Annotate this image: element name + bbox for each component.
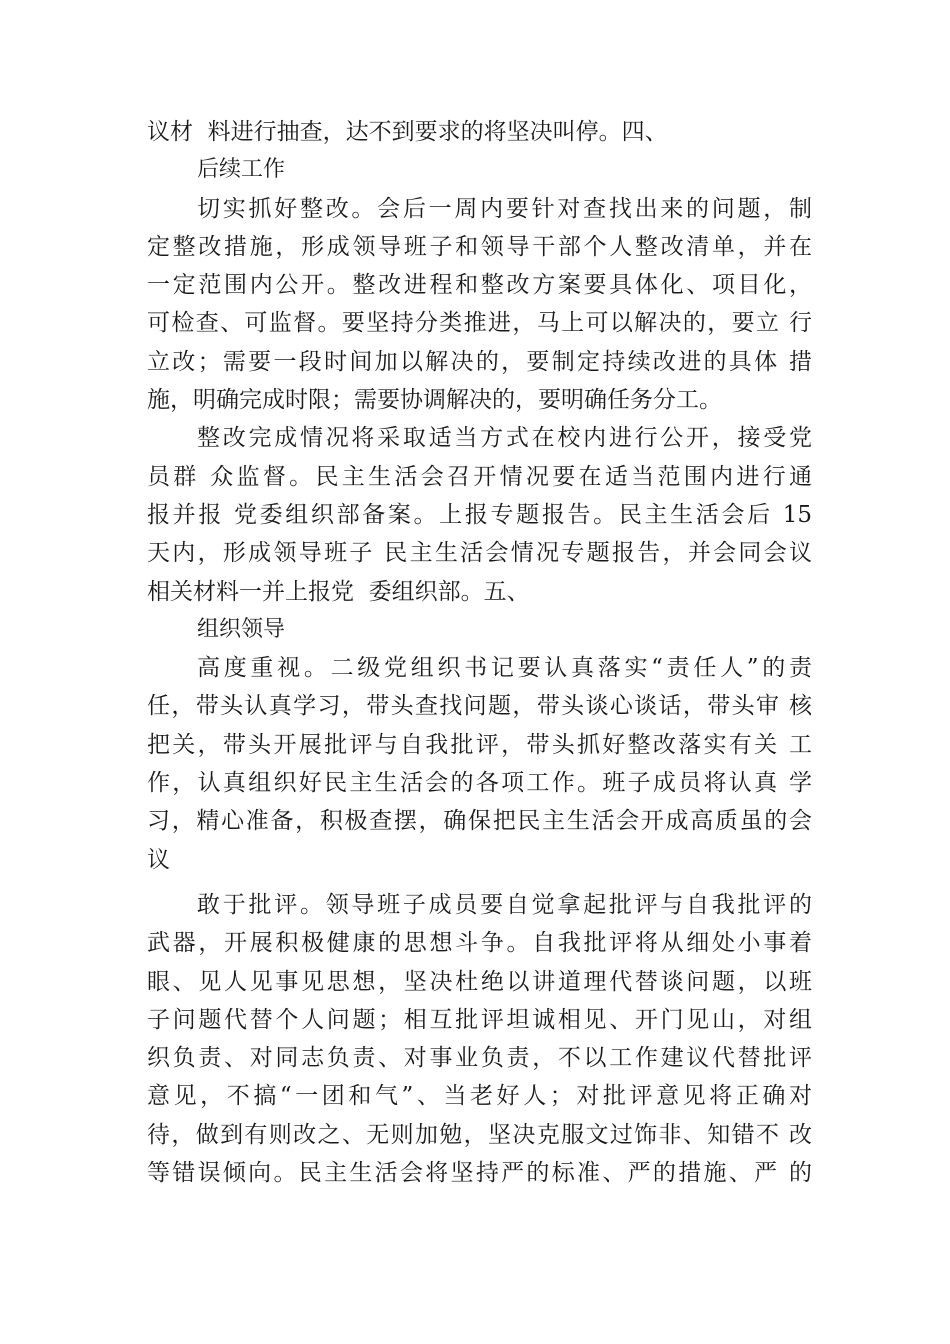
text-line: 天内，形成领导班子 民主生活会情况专题报告，并会同会议 [147,540,812,567]
text-line: 武器，开展积极健康的思想斗争。自我批评将从细处小事着 [147,930,812,957]
text-line: 任，带头认真学习，带头查找问题，带头谈心谈话，带头审 核 [147,693,812,720]
text-line: 施，明确完成时限；需要协调解决的，要明确任务分工。 [147,387,722,414]
document-body [147,113,812,1192]
text-line: 一定范围内公开。整改进程和整改方案要具体化、项目化， [147,272,812,299]
text-line: 整改完成情况将采取适当方式在校内进行公开，接受党 [197,425,812,452]
text-line: 切实抓好整改。会后一周内要针对查找出来的问题，制 [197,195,812,222]
section-heading: 组织领导 [197,616,286,642]
text-line: 眼、见人见事见思想，坚决杜绝以讲道理代替谈问题，以班 [147,968,812,995]
text-line: 报并报 党委组织部备案。上报专题报告。民主生活会后 15 [147,501,812,528]
text-line: 高度重视。二级党组织书记要认真落实“责任人”的责 [197,655,812,682]
text-line: 员群 众监督。民主生活会召开情况要在适当范围内进行通 [147,463,812,490]
text-line: 议 [147,846,170,873]
text-line: 等错误倾向。民主生活会将坚持严的标准、严的措施、严 的 [147,1160,812,1187]
text-line: 习，精心准备，积极查摆，确保把民主生活会开成高质虽的会 [147,808,812,835]
text-line: 子问题代替个人问题；相互批评坦诚相见、开门见山，对组 [147,1006,812,1033]
section-heading: 后续工作 [197,157,286,183]
text-line: 把关，带头开展批评与自我批评，带头抓好整改落实有关 工 [147,731,812,758]
text-line: 作，认真组织好民主生活会的各项工作。班子成员将认真 学 [147,770,812,797]
text-line: 待，做到有则改之、无则加勉，坚决克服文过饰非、知错不 改 [147,1121,812,1148]
text-line: 立改；需要一段时间加以解决的，要制定持续改进的具体 措 [147,348,812,375]
text-line: 议材 料进行抽查，达不到要求的将坚决叫停。四、 [147,119,668,145]
text-line: 定整改措施，形成领导班子和领导干部个人整改清单，并在 [147,233,812,260]
text-line: 织负责、对同志负责、对事业负责，不以工作建议代替批评 [147,1045,812,1072]
text-line: 意见，不搞“一团和气”、当老好人；对批评意见将正确对 [147,1083,812,1110]
text-line: 敢于批评。领导班子成员要自觉拿起批评与自我批评的 [197,891,812,918]
text-line: 可检查、可监督。要坚持分类推进，马上可以解决的，要立 行 [147,310,812,337]
text-line: 相关材料一并上报党 委组织部。五、 [147,578,530,605]
